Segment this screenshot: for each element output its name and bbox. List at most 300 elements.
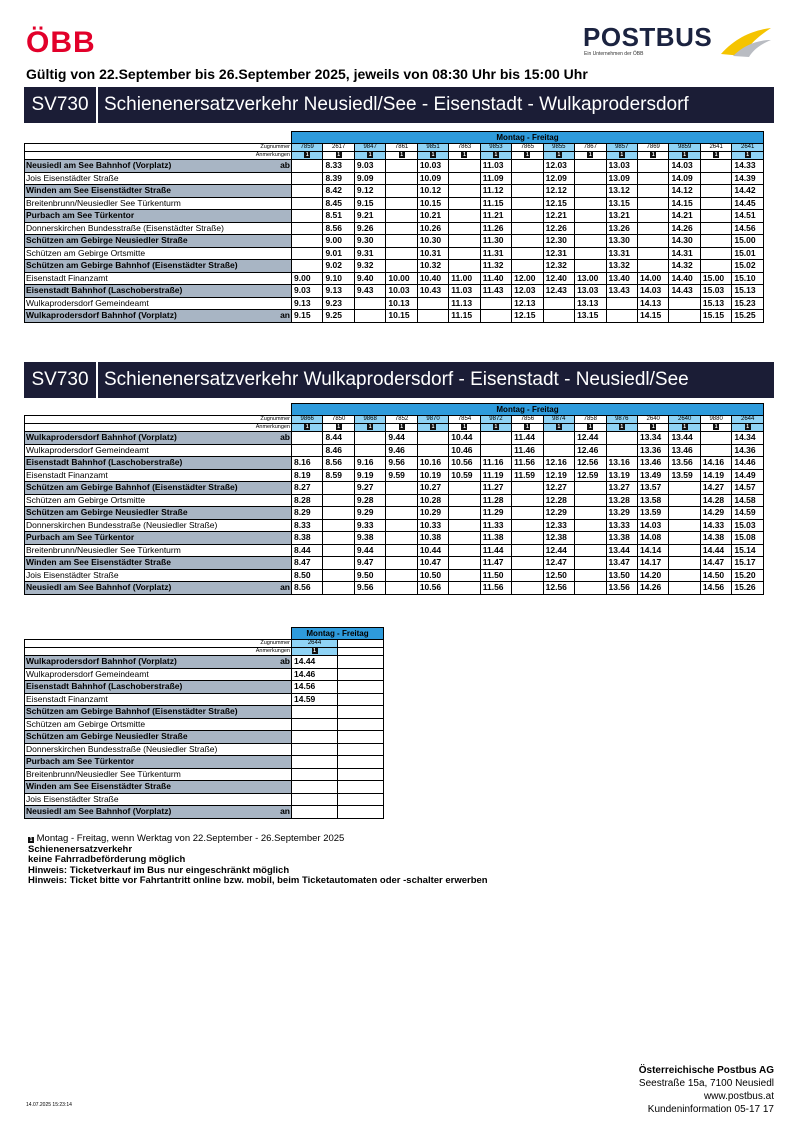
stop-name: Schützen am Gebirge Neusiedler Straße	[26, 507, 188, 518]
departure-time: 11.30	[480, 235, 511, 248]
departure-time: 13.12	[606, 185, 637, 198]
departure-time: 9.00	[323, 235, 354, 248]
departure-time: 14.00	[637, 272, 668, 285]
departure-time	[323, 532, 354, 545]
departure-time	[292, 172, 323, 185]
departure-time	[669, 507, 700, 520]
departure-time	[417, 297, 448, 310]
train-number: 7861	[386, 144, 417, 152]
stop-row	[25, 781, 384, 794]
company-address: Seestraße 15a, 7100 Neusiedl	[638, 1078, 774, 1089]
departure-time: 13.15	[575, 310, 606, 323]
departure-time: 14.30	[669, 235, 700, 248]
stop-row	[25, 656, 384, 669]
departure-time	[292, 806, 338, 819]
departure-time: 11.40	[480, 272, 511, 285]
departure-time	[669, 544, 700, 557]
departure-time: 12.44	[575, 432, 606, 445]
departure-time: 10.33	[417, 519, 448, 532]
departure-time: 8.28	[292, 494, 323, 507]
departure-time: 9.32	[354, 260, 385, 273]
stop-row	[25, 457, 764, 470]
footnote-note: Montag - Freitag, wenn Werktag von 22.September - 26.September 2025	[36, 833, 345, 844]
departure-time	[386, 247, 417, 260]
departure-time: 14.26	[669, 222, 700, 235]
departure-time: 15.01	[732, 247, 764, 260]
departure-time: 13.21	[606, 210, 637, 223]
train-number: 2640	[637, 416, 668, 424]
note-cell	[323, 152, 354, 160]
departure-time: 10.59	[449, 469, 480, 482]
departure-time	[292, 247, 323, 260]
departure-time: 9.10	[323, 272, 354, 285]
departure-time	[637, 185, 668, 198]
departure-time: 8.38	[292, 532, 323, 545]
stop-name: Neusiedl am See Bahnhof (Vorplatz)	[26, 160, 172, 171]
note-mark-icon: 1	[651, 152, 655, 158]
departure-time	[669, 519, 700, 532]
departure-time	[292, 222, 323, 235]
stop-row	[25, 482, 764, 495]
departure-time: 10.19	[417, 469, 448, 482]
departure-time: 11.32	[480, 260, 511, 273]
departure-time	[700, 222, 731, 235]
note-mark-icon: 1	[620, 152, 624, 158]
departure-time	[449, 494, 480, 507]
departure-time	[292, 260, 323, 273]
departure-time	[338, 756, 384, 769]
stop-row	[25, 185, 764, 198]
departure-time	[449, 507, 480, 520]
stop-row	[25, 668, 384, 681]
note-mark-icon: 1	[526, 424, 529, 430]
timetable-neusiedl-wulkaprodersdorf	[24, 131, 764, 323]
stop-row	[25, 756, 384, 769]
days-header: Montag - Freitag	[292, 132, 764, 144]
departure-time: 13.15	[606, 197, 637, 210]
departure-time: 13.50	[606, 569, 637, 582]
departure-time	[323, 557, 354, 570]
train-number: 9859	[669, 144, 700, 152]
departure-time: 8.33	[323, 160, 354, 173]
departure-time	[449, 210, 480, 223]
departure-time	[512, 557, 543, 570]
train-number: 9868	[354, 416, 385, 424]
departure-time	[512, 247, 543, 260]
departure-time: 8.19	[292, 469, 323, 482]
departure-time: 9.25	[323, 310, 354, 323]
stop-cell	[25, 507, 292, 520]
departure-time: 10.50	[417, 569, 448, 582]
stop-cell	[25, 781, 292, 794]
departure-time	[512, 222, 543, 235]
departure-time: 9.23	[323, 297, 354, 310]
departure-time: 12.03	[512, 285, 543, 298]
departure-time	[700, 210, 731, 223]
train-number-label: Zugnummer	[25, 144, 292, 152]
day-header-row	[25, 628, 384, 640]
stop-name: Donnerskirchen Bundesstraße (Neusiedler Straße)	[26, 519, 218, 530]
stop-row	[25, 519, 764, 532]
note-cell	[575, 152, 606, 160]
note-cell	[292, 424, 323, 432]
departure-time	[417, 310, 448, 323]
train-number: 9855	[543, 144, 574, 152]
departure-time: 9.00	[292, 272, 323, 285]
notes-label: Anmerkungen	[25, 152, 292, 160]
validity-text: Gültig von 22.September bis 26.September 2025, jeweils von 08:30 Uhr bis 15:00 Uhr	[26, 66, 588, 82]
departure-time: 13.30	[606, 235, 637, 248]
stop-row	[25, 731, 384, 744]
departure-time	[449, 544, 480, 557]
note-cell	[323, 424, 354, 432]
departure-time: 11.31	[480, 247, 511, 260]
stop-cell	[25, 768, 292, 781]
departure-time: 13.57	[637, 482, 668, 495]
departure-time: 9.59	[386, 469, 417, 482]
stop-cell	[25, 185, 292, 198]
departure-time	[386, 482, 417, 495]
stop-name: Purbach am See Türkentor	[26, 210, 135, 221]
stop-row	[25, 532, 764, 545]
stop-name: Breitenbrunn/Neusiedler See Türkenturm	[26, 768, 181, 779]
stop-name: Schützen am Gebirge Bahnhof (Eisenstädter Straße)	[26, 706, 238, 717]
departure-time: 12.29	[543, 507, 574, 520]
departure-time	[512, 172, 543, 185]
train-number: 7852	[386, 416, 417, 424]
train-number: 7869	[637, 144, 668, 152]
train-number: 2640	[669, 416, 700, 424]
departure-time	[512, 235, 543, 248]
departure-time	[637, 235, 668, 248]
departure-time: 11.43	[480, 285, 511, 298]
departure-time	[575, 557, 606, 570]
departure-time: 11.38	[480, 532, 511, 545]
stop-name: Eisenstadt Finanzamt	[26, 272, 108, 283]
stop-row	[25, 793, 384, 806]
departure-time	[323, 544, 354, 557]
departure-time	[512, 185, 543, 198]
departure-time	[575, 569, 606, 582]
stop-cell	[25, 235, 292, 248]
departure-time: 13.16	[606, 457, 637, 470]
departure-time: 9.03	[292, 285, 323, 298]
notes-row	[25, 424, 764, 432]
departure-time: 9.47	[354, 557, 385, 570]
departure-time	[449, 247, 480, 260]
departure-time: 10.00	[386, 272, 417, 285]
note-mark-icon: 1	[337, 424, 341, 430]
note-cell	[543, 424, 574, 432]
departure-time	[417, 444, 448, 457]
departure-time	[700, 432, 731, 445]
note-mark-icon: 1	[714, 424, 718, 430]
stop-cell	[25, 532, 292, 545]
stop-row	[25, 160, 764, 173]
note-cell	[417, 424, 448, 432]
note-mark-icon: 1	[431, 424, 435, 430]
train-number: 2644	[732, 416, 764, 424]
departure-time: 11.00	[449, 272, 480, 285]
stop-name: Purbach am See Türkentor	[26, 532, 135, 543]
departure-time: 10.30	[417, 235, 448, 248]
departure-time: 12.12	[543, 185, 574, 198]
departure-time: 12.40	[543, 272, 574, 285]
departure-time: 13.46	[669, 444, 700, 457]
departure-time: 13.56	[606, 582, 637, 595]
note-cell	[449, 152, 480, 160]
departure-time	[338, 781, 384, 794]
stop-cell	[25, 668, 292, 681]
departure-time: 15.14	[732, 544, 764, 557]
departure-time: 14.32	[669, 260, 700, 273]
departure-time	[700, 260, 731, 273]
note-cell	[354, 424, 385, 432]
departure-time: 12.30	[543, 235, 574, 248]
departure-time	[575, 494, 606, 507]
departure-time	[449, 235, 480, 248]
departure-time: 14.56	[292, 681, 338, 694]
departure-time	[292, 444, 323, 457]
departure-time	[575, 519, 606, 532]
departure-time: 14.57	[732, 482, 764, 495]
stop-direction: an	[280, 582, 290, 593]
departure-time	[323, 494, 354, 507]
departure-time: 14.51	[732, 210, 764, 223]
departure-time: 13.32	[606, 260, 637, 273]
departure-time: 10.47	[417, 557, 448, 570]
departure-time	[575, 160, 606, 173]
departure-time: 10.31	[417, 247, 448, 260]
train-number: 7858	[575, 416, 606, 424]
departure-time: 13.29	[606, 507, 637, 520]
departure-time: 8.46	[323, 444, 354, 457]
departure-time: 9.38	[354, 532, 385, 545]
departure-time	[512, 197, 543, 210]
departure-time	[575, 507, 606, 520]
departure-time: 13.03	[606, 160, 637, 173]
train-number: 7865	[512, 144, 543, 152]
stop-cell	[25, 310, 292, 323]
departure-time	[700, 235, 731, 248]
departure-time: 14.34	[732, 432, 764, 445]
departure-time	[449, 482, 480, 495]
departure-time	[543, 444, 574, 457]
departure-time: 11.21	[480, 210, 511, 223]
departure-time: 13.58	[637, 494, 668, 507]
departure-time	[292, 768, 338, 781]
departure-time	[449, 160, 480, 173]
line-code: SV730	[24, 362, 98, 398]
stop-row	[25, 693, 384, 706]
departure-time	[606, 310, 637, 323]
departure-time: 11.44	[480, 544, 511, 557]
stop-name: Schützen am Gebirge Bahnhof (Eisenstädter Straße)	[26, 260, 238, 271]
departure-time: 14.47	[700, 557, 731, 570]
note-cell	[606, 424, 637, 432]
line-title: Schienenersatzverkehr Neusiedl/See - Eisenstadt - Wulkaprodersdorf	[104, 94, 689, 115]
train-number: 2617	[323, 144, 354, 152]
stop-row	[25, 197, 764, 210]
departure-time: 10.29	[417, 507, 448, 520]
departure-time: 14.21	[669, 210, 700, 223]
train-number: 7863	[449, 144, 480, 152]
departure-time: 8.29	[292, 507, 323, 520]
train-number: 9870	[417, 416, 448, 424]
footnotes	[28, 834, 488, 887]
departure-time	[338, 768, 384, 781]
note-cell	[386, 152, 417, 160]
company-info	[639, 1064, 774, 1116]
departure-time: 9.33	[354, 519, 385, 532]
departure-time	[292, 793, 338, 806]
stop-cell	[25, 557, 292, 570]
departure-time: 9.44	[386, 432, 417, 445]
train-number-row	[25, 640, 384, 648]
departure-time: 11.47	[480, 557, 511, 570]
departure-time: 11.03	[449, 285, 480, 298]
stop-cell	[25, 494, 292, 507]
departure-time: 14.36	[732, 444, 764, 457]
stop-row	[25, 743, 384, 756]
departure-time: 14.29	[700, 507, 731, 520]
train-number: 2641	[732, 144, 764, 152]
departure-time: 14.15	[669, 197, 700, 210]
departure-time: 11.13	[449, 297, 480, 310]
footnote-mark-note	[28, 834, 488, 845]
departure-time	[575, 185, 606, 198]
departure-time: 9.12	[354, 185, 385, 198]
note-mark-icon: 1	[305, 424, 309, 430]
departure-time: 14.56	[700, 582, 731, 595]
stop-name: Donnerskirchen Bundesstraße (Eisenstädter Straße)	[26, 222, 224, 233]
note-cell	[417, 152, 448, 160]
departure-time: 12.15	[512, 310, 543, 323]
note-mark-icon: 1	[557, 424, 561, 430]
departure-time: 14.16	[700, 457, 731, 470]
departure-time: 11.15	[480, 197, 511, 210]
stop-direction: ab	[280, 160, 290, 171]
departure-time: 13.44	[669, 432, 700, 445]
stop-cell	[25, 160, 292, 173]
departure-time: 8.33	[292, 519, 323, 532]
footnote-line: Schienenersatzverkehr	[28, 843, 133, 855]
train-number: 7854	[449, 416, 480, 424]
stop-cell	[25, 718, 292, 731]
print-date: 14.07.2025 15:23:14	[26, 1102, 72, 1108]
note-mark-icon: 1	[368, 152, 372, 158]
departure-time: 14.56	[732, 222, 764, 235]
notes-row	[25, 648, 384, 656]
departure-time: 10.40	[417, 272, 448, 285]
stop-name: Winden am See Eisenstädter Straße	[26, 185, 171, 196]
stop-row	[25, 235, 764, 248]
train-number: 2641	[700, 144, 731, 152]
departure-time: 14.15	[637, 310, 668, 323]
stop-name: Neusiedl am See Bahnhof (Vorplatz)	[26, 806, 172, 817]
stop-name: Eisenstadt Bahnhof (Laschoberstraße)	[26, 457, 183, 468]
departure-time	[669, 310, 700, 323]
timetable-continuation	[24, 627, 384, 819]
stop-cell	[25, 743, 292, 756]
departure-time: 11.44	[512, 432, 543, 445]
departure-time: 8.50	[292, 569, 323, 582]
departure-time	[575, 247, 606, 260]
train-number: 7859	[292, 144, 323, 152]
days-header: Montag - Freitag	[292, 404, 764, 416]
departure-time: 14.59	[292, 693, 338, 706]
stop-name: Neusiedl am See Bahnhof (Vorplatz)	[26, 582, 172, 593]
stop-name: Jois Eisenstädter Straße	[26, 172, 119, 183]
departure-time	[575, 210, 606, 223]
departure-time	[637, 222, 668, 235]
departure-time: 14.38	[700, 532, 731, 545]
departure-time	[669, 482, 700, 495]
departure-time: 9.56	[386, 457, 417, 470]
stop-row	[25, 681, 384, 694]
departure-time	[386, 172, 417, 185]
departure-time	[700, 172, 731, 185]
departure-time: 15.00	[700, 272, 731, 285]
note-cell	[292, 152, 323, 160]
note-cell	[637, 152, 668, 160]
stop-row	[25, 768, 384, 781]
departure-time: 15.10	[732, 272, 764, 285]
stop-cell	[25, 260, 292, 273]
section-title-bar-2	[24, 362, 774, 398]
departure-time: 9.43	[354, 285, 385, 298]
departure-time: 12.44	[543, 544, 574, 557]
departure-time: 14.39	[732, 172, 764, 185]
stop-cell	[25, 457, 292, 470]
stop-name: Breitenbrunn/Neusiedler See Türkenturm	[26, 544, 181, 555]
note-mark-icon: 1	[526, 152, 529, 158]
note-mark-icon: 1	[683, 152, 687, 158]
stop-name: Winden am See Eisenstädter Straße	[26, 781, 171, 792]
departure-time: 13.56	[669, 457, 700, 470]
departure-time	[512, 260, 543, 273]
departure-time: 10.13	[386, 297, 417, 310]
stop-row	[25, 310, 764, 323]
stop-row	[25, 507, 764, 520]
departure-time: 8.51	[323, 210, 354, 223]
note-cell	[480, 152, 511, 160]
departure-time	[386, 582, 417, 595]
stop-name: Eisenstadt Bahnhof (Laschoberstraße)	[26, 681, 183, 692]
stop-name: Schützen am Gebirge Ortsmitte	[26, 718, 146, 729]
departure-time	[700, 247, 731, 260]
departure-time	[386, 507, 417, 520]
departure-time: 14.13	[637, 297, 668, 310]
departure-time: 12.27	[543, 482, 574, 495]
note-cell	[292, 648, 338, 656]
departure-time	[512, 210, 543, 223]
departure-time	[575, 582, 606, 595]
departure-time	[386, 532, 417, 545]
header-spacer	[25, 404, 292, 416]
stop-name: Schützen am Gebirge Neusiedler Straße	[26, 235, 188, 246]
departure-time: 8.16	[292, 457, 323, 470]
departure-time	[338, 656, 384, 669]
departure-time: 8.39	[323, 172, 354, 185]
departure-time	[323, 482, 354, 495]
stop-row	[25, 247, 764, 260]
departure-time: 13.59	[669, 469, 700, 482]
departure-time: 14.40	[669, 272, 700, 285]
departure-time	[700, 160, 731, 173]
postbus-wordmark: POSTBUS	[583, 22, 713, 52]
departure-time	[606, 444, 637, 457]
